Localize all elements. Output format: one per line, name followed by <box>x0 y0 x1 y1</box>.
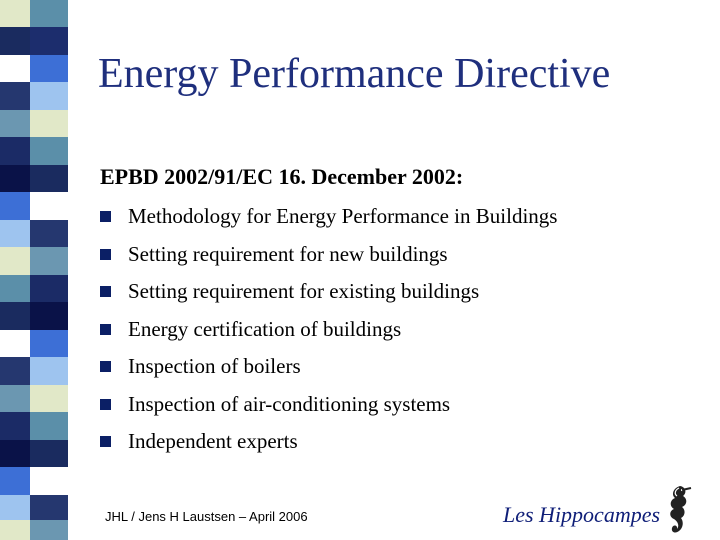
slide-subtitle: EPBD 2002/91/EC 16. December 2002: <box>100 164 464 189</box>
bullet-text: Setting requirement for new buildings <box>128 241 448 266</box>
stripe-block <box>0 55 30 82</box>
stripe-block <box>0 467 30 495</box>
footer-author: JHL / Jens H Laustsen – April 2006 <box>105 509 308 524</box>
stripe-block <box>30 302 68 330</box>
stripe-block <box>0 137 30 165</box>
stripe-block <box>30 82 68 110</box>
stripe-block <box>0 110 30 137</box>
square-bullet-icon <box>100 436 111 447</box>
stripe-block <box>0 330 30 357</box>
stripe-block <box>0 82 30 110</box>
square-bullet-icon <box>100 286 111 297</box>
stripe-block <box>0 192 30 220</box>
stripe-block <box>30 192 68 220</box>
decorative-stripe-bar <box>0 0 68 540</box>
stripe-block <box>30 27 68 55</box>
bullet-item <box>98 311 658 349</box>
footer-brand: Les Hippocampes <box>503 502 661 527</box>
stripe-block <box>30 520 68 540</box>
bullet-text: Setting requirement for existing buildings <box>128 279 480 304</box>
square-bullet-icon <box>100 324 111 335</box>
stripe-block <box>30 55 68 82</box>
stripe-block <box>30 412 68 440</box>
bullet-text: Inspection of boilers <box>128 354 301 379</box>
stripe-block <box>0 412 30 440</box>
stripe-block <box>0 275 30 302</box>
bullet-item <box>98 348 658 386</box>
bullet-text: Independent experts <box>128 429 298 454</box>
bullet-item <box>98 386 658 424</box>
stripe-block <box>0 495 30 520</box>
stripe-block <box>0 440 30 467</box>
square-bullet-icon <box>100 361 111 372</box>
seahorse-logo-icon <box>662 483 697 537</box>
stripe-block <box>0 220 30 247</box>
stripe-block <box>30 467 68 495</box>
stripe-block <box>0 27 30 55</box>
stripe-block <box>0 302 30 330</box>
bullet-text: Inspection of air-conditioning systems <box>128 391 451 416</box>
stripe-block <box>30 330 68 357</box>
stripe-block <box>0 520 30 540</box>
stripe-block <box>0 385 30 412</box>
slide-title: Energy Performance Directive <box>98 51 611 97</box>
stripe-block <box>30 275 68 302</box>
stripe-block <box>30 495 68 520</box>
bullet-text: Methodology for Energy Performance in Buildings <box>128 204 558 229</box>
stripe-block <box>30 247 68 275</box>
stripe-block <box>30 357 68 385</box>
bullet-list <box>98 198 658 461</box>
stripe-block <box>0 165 30 192</box>
bullet-item <box>98 198 658 236</box>
square-bullet-icon <box>100 249 111 260</box>
stripe-block <box>30 385 68 412</box>
bullet-text: Energy certification of buildings <box>128 316 402 341</box>
square-bullet-icon <box>100 211 111 222</box>
stripe-block <box>30 0 68 27</box>
stripe-block <box>30 165 68 192</box>
stripe-block <box>0 357 30 385</box>
square-bullet-icon <box>100 399 111 410</box>
stripe-block <box>30 440 68 467</box>
bullet-item <box>98 423 658 461</box>
bullet-item <box>98 236 658 274</box>
stripe-block <box>30 220 68 247</box>
stripe-block <box>30 110 68 137</box>
stripe-block <box>0 247 30 275</box>
stripe-block <box>30 137 68 165</box>
bullet-item <box>98 273 658 311</box>
stripe-block <box>0 0 30 27</box>
